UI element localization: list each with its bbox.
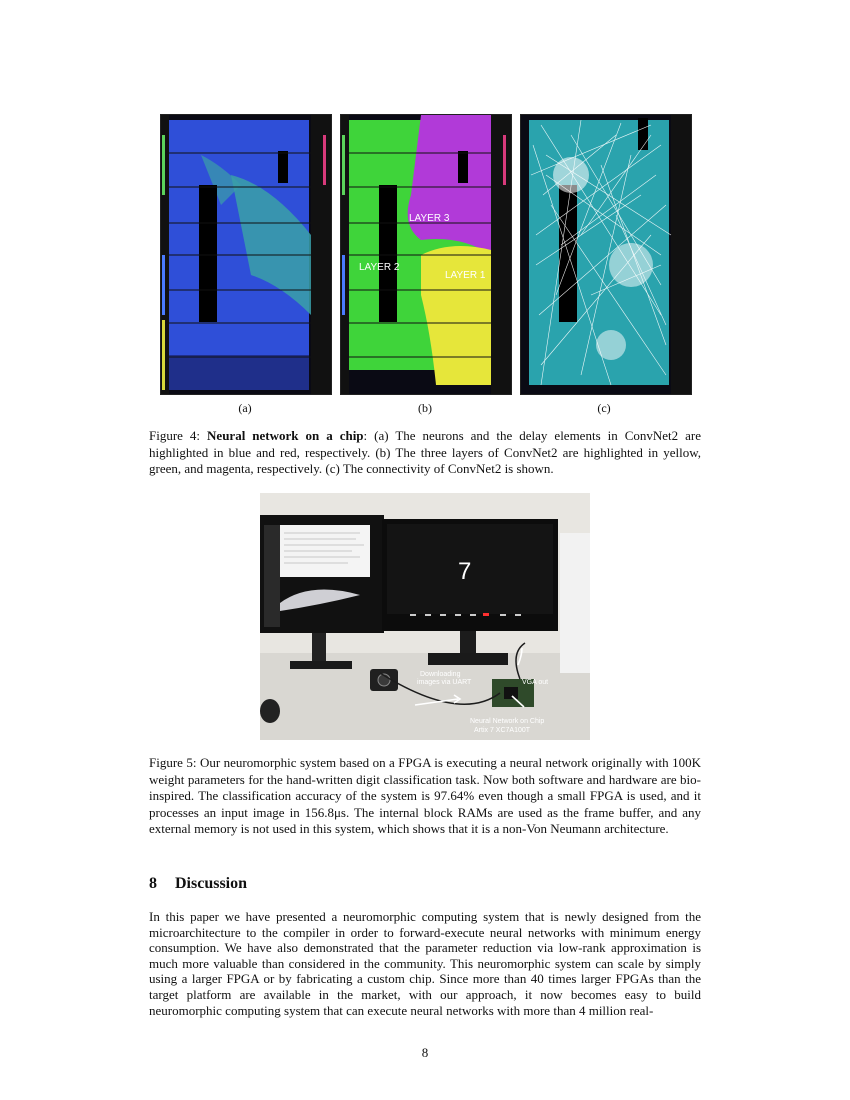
figure4-caption-prefix: Figure 4: [149,428,208,443]
figure4-panel-a [160,114,332,395]
figure5-photo [260,493,590,740]
screen-digit: 7 [458,558,472,585]
figure5-caption: Figure 5: Our neuromorphic system based on a FPGA is executing a neural network originally with 100K weight parameters for the hand-written digit classification task. Now both software and hardware are bio-inspired. The classification accuracy of the system is 97.64% even though a small FPGA is used, and it processes an input image in 156.8μs. The internal block RAMs are used as the frame buffer, and any external memory is not used in this system, which shows that it is a non-Von Neumann architecture. [149,755,701,837]
subfigure-label-b: (b) [418,401,432,415]
chip-label-line1: Neural Network on Chip [470,718,545,725]
layer-2-label: LAYER 2 [359,262,400,273]
uart-label-line1: Downloading [420,671,461,678]
fpga-floorplan-neurons [161,115,331,394]
fpga-floorplan-layers [341,115,511,394]
fpga-connectivity [521,115,691,394]
subfigure-label-a: (a) [238,401,252,415]
figure4-caption-title: Neural network on a chip [207,428,364,443]
uart-label-line2: images via UART [417,679,472,686]
chip-label-line2: Artix 7 XC7A100T [474,727,531,734]
section-title: Discussion [175,875,248,892]
page-number: 8 [421,1045,429,1060]
figure4-panel-b [340,114,512,395]
discussion-paragraph: In this paper we have presented a neuromorphic computing system that is newly designed from the microarchitecture to the compiler in order to forward-execute neural networks with minimum energy consumption. We have also demonstrated that the parameter reduction via low-rank approximation is much more valuable than considered in the community. This neuromorphic system can scale by simply using a larger FPGA or by fabricating a custom chip. Since more than 40 times larger FPGAs than the target platform are available in the market, with our approach, it now becomes easy to build neuromorphic computing system that can execute neural networks with more than 4 million real- [149,909,701,1018]
figure4-caption [149,428,701,478]
figure4-caption-text: : (a) The neurons and the delay elements in ConvNet2 are highlighted in blue and red, respectively. (b) The three layers of ConvNet2 are highlighted in yellow, green, and magenta, respectively. (c) The connectivity of ConvNet2 is shown. [149,428,702,477]
subfigure-label-c: (c) [597,401,611,415]
layer-3-label: LAYER 3 [409,213,450,224]
layer-1-label: LAYER 1 [445,270,486,281]
vga-out-label: VGA out [522,679,549,686]
section-heading [149,875,247,893]
figure4-panel-c [520,114,692,395]
section-number: 8 [149,875,157,892]
fpga-setup-photo [260,493,590,740]
